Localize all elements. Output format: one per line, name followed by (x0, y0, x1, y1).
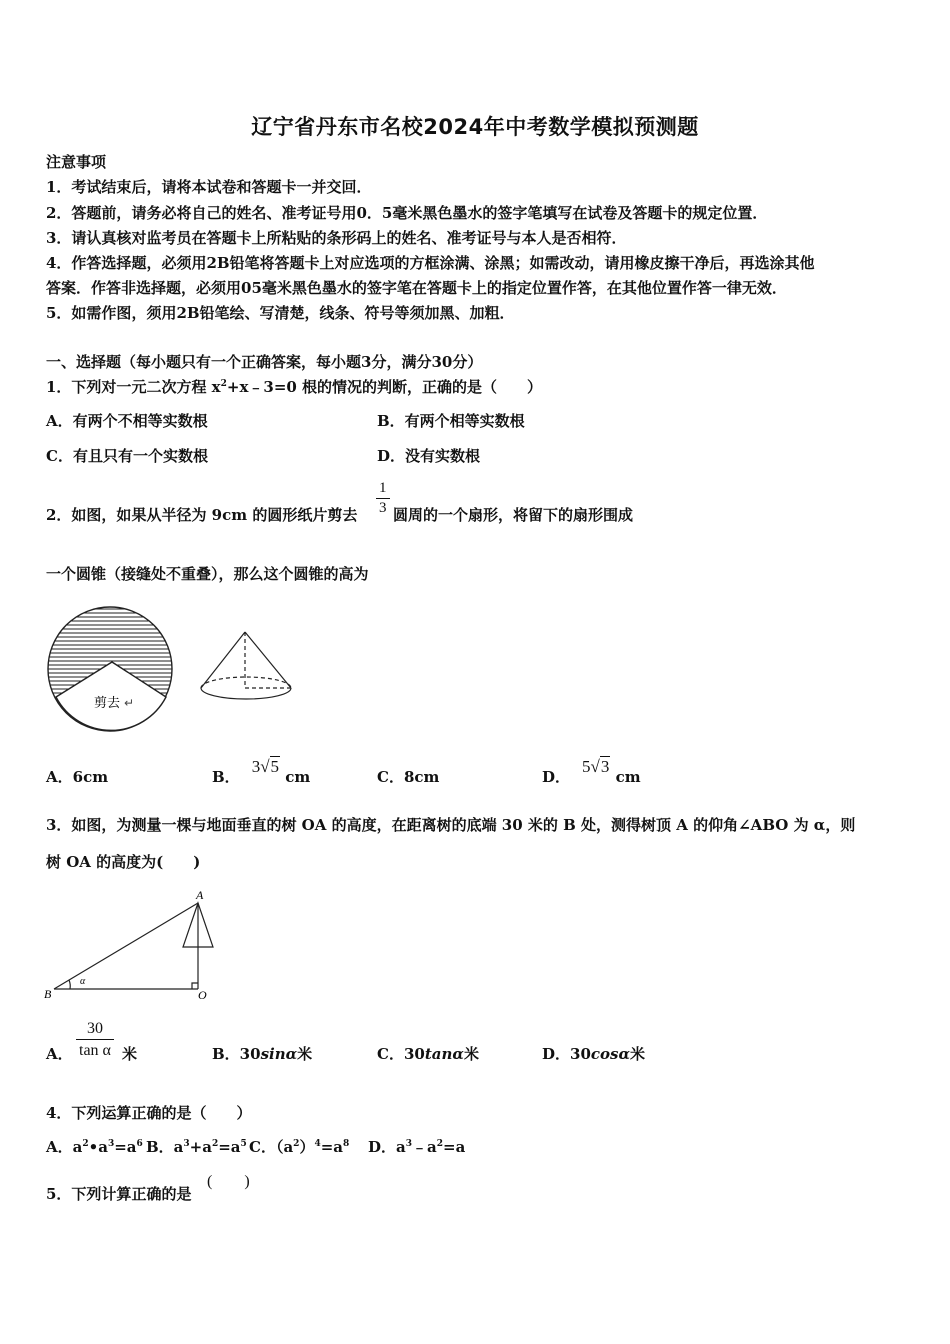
q1-exponent: 2 (220, 379, 227, 389)
q2-fraction (376, 479, 390, 518)
q2-fraction-numerator: 1 (376, 479, 390, 499)
q3-c-unit: 米 (463, 1045, 479, 1063)
q3-d-unit: 米 (630, 1045, 646, 1063)
q1-option-d: D．没有实数根 (377, 447, 481, 465)
q3-option-a-unit: 米 (122, 1045, 138, 1063)
q2-d-radicand: 3 (600, 757, 610, 776)
notice-item-2: 2．答题前，请务必将自己的姓名、准考证号用0．5毫米黑色墨水的签字笔填写在试卷及答题卡的规定位置． (46, 204, 768, 222)
q2-option-d (542, 757, 641, 787)
q1-option-b: B．有两个相等实数根 (377, 412, 525, 430)
q2-option-b (212, 757, 311, 787)
q1-option-a: A．有两个不相等实数根 (46, 412, 208, 430)
q2-stem-post: 圆周的一个扇形，将留下的扇形围成 (393, 506, 634, 524)
q3-stem-line1: 3．如图，为测量一棵与地面垂直的树 OA 的高度，在距离树的底端 30 米的 B 处，测得树顶 A 的仰角∠ABO 为 α，则 (46, 816, 856, 834)
q2-fraction-denominator: 3 (379, 500, 387, 516)
q4-stem: 4．下列运算正确的是（ ） (46, 1104, 252, 1122)
cut-label: 剪去 (94, 696, 121, 711)
page-title: 辽宁省丹东市名校2024年中考数学模拟预测题 (251, 115, 699, 139)
label-o: O (198, 988, 207, 1002)
q3-option-b (212, 1044, 312, 1064)
q3-b-label: B．30 (212, 1045, 261, 1063)
label-alpha: α (80, 976, 86, 987)
question-1-stem (46, 377, 542, 397)
q2-b-label: B． (212, 768, 240, 786)
q4-option-a: A．$a^2•a^3=a^6$ (46, 1138, 143, 1156)
q2-b-coef: 3 (251, 757, 261, 776)
section-heading: 一、选择题（每小题只有一个正确答案，每小题3分，满分30分） (46, 353, 483, 371)
angle-arc (69, 980, 70, 989)
q3-c-label: C．30 (377, 1045, 425, 1063)
notice-item-4: 4．作答选择题，必须用2B铅笔将答题卡上对应选项的方框涂满、涂黑；如需改动，请用橡皮擦干净后，再选涂其他 (46, 254, 815, 272)
q2-d-radical: 5√3 (582, 757, 610, 776)
notice-heading: 注意事项 (46, 153, 107, 171)
q2-option-c: C．8cm (377, 768, 440, 786)
sight-line (54, 903, 198, 989)
q2-stem-pre: 2．如图，如果从半径为 9cm 的圆形纸片剪去 (46, 506, 358, 524)
q5-answer-paren: ( ) (207, 1173, 250, 1190)
q1-option-c: C．有且只有一个实数根 (46, 447, 208, 465)
q4-option-b: B．$a^3+a^2=a^5$ (146, 1138, 247, 1156)
q4-option-c: C．$(a^2)^4=a^8$ (249, 1138, 350, 1156)
notice-item-1: 1．考试结束后，请将本试卷和答题卡一并交回． (46, 178, 372, 196)
q1-stem-post: +x﹣3=0 根的情况的判断，正确的是（ ） (226, 378, 543, 396)
q2-b-radical: 3√5 (251, 757, 280, 776)
q3-c-fn: tanα (424, 1045, 464, 1063)
cone-figure (201, 632, 291, 699)
q3-figure (40, 885, 230, 1010)
q2-d-coef: 5 (582, 757, 591, 776)
q1-stem-pre: 1．下列对一元二次方程 x (46, 378, 221, 396)
svg-text:↵: ↵ (124, 696, 135, 710)
q2-b-radicand: 5 (270, 757, 280, 776)
q3-d-label: D．30 (542, 1045, 591, 1063)
q3-a-denominator: tan α (79, 1042, 111, 1059)
q5-stem: 5．下列计算正确的是 (46, 1185, 192, 1203)
q3-stem-line2: 树 OA 的高度为( ) (46, 853, 201, 871)
q4-option-d: D．$a^3﹣a^2=a$ (368, 1138, 466, 1156)
q2-option-a: A．6cm (46, 768, 109, 786)
q3-option-d (542, 1044, 645, 1064)
q2-d-unit: cm (615, 768, 641, 786)
q3-b-unit: 米 (297, 1045, 313, 1063)
notice-item-3: 3．请认真核对监考员在答题卡上所粘贴的条形码上的姓名、准考证号与本人是否相符． (46, 229, 627, 247)
q3-option-c (377, 1044, 479, 1064)
label-b: B (44, 987, 52, 1001)
q3-a-numerator: 30 (76, 1018, 114, 1040)
notice-item-5: 5．如需作图，须用2B铅笔绘、写清楚，线条、符号等须加黑、加粗． (46, 304, 515, 322)
notice-item-4-cont: 答案．作答非选择题，必须用05毫米黑色墨水的签字笔在答题卡上的指定位置作答，在其他位置作答一律无效． (46, 279, 787, 297)
q2-b-unit: cm (285, 768, 311, 786)
q3-option-a-fraction (76, 1018, 114, 1061)
label-a: A (196, 888, 204, 902)
q3-b-fn: sinα (260, 1045, 298, 1063)
q3-d-fn: cosα (590, 1045, 631, 1063)
q2-figure (46, 600, 306, 745)
q2-d-label: D． (542, 768, 571, 786)
q3-option-a-label: A． (46, 1045, 73, 1063)
q2-stem-line2: 一个圆锥（接缝处不重叠），那么这个圆锥的高为 (46, 565, 369, 583)
